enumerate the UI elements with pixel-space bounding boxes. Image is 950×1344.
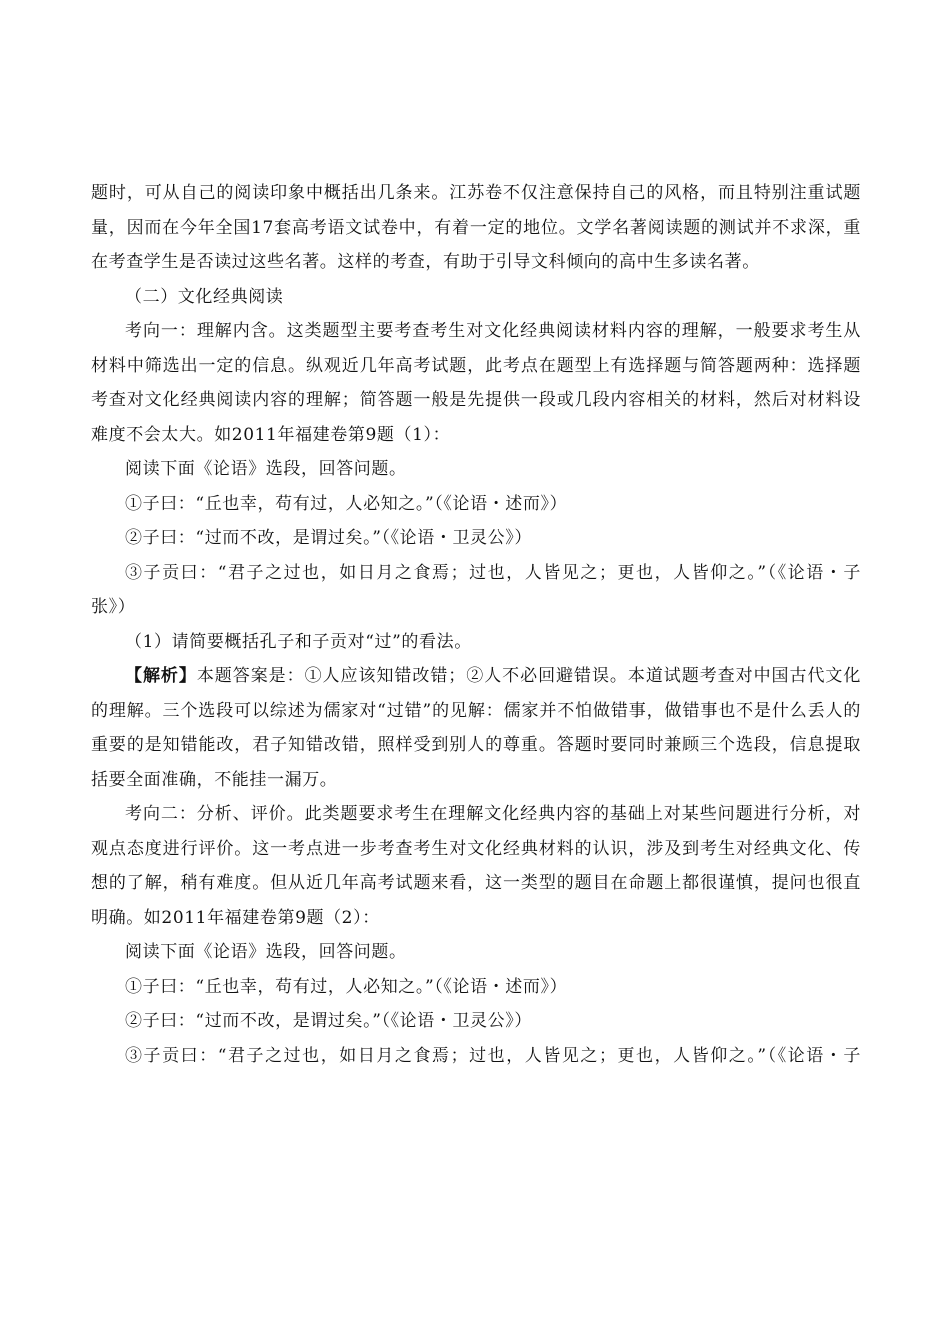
text-line-content: （1）请简要概括孔子和子贡对“过”的看法。 — [125, 631, 472, 652]
text-line-content: 量，因而在今年全国17套高考语文试卷中，有着一定的地位。文学名著阅读题的测试并不求深，重 — [91, 217, 861, 238]
text-line — [91, 280, 861, 315]
text-line — [91, 211, 861, 246]
text-line — [91, 176, 861, 211]
text-line — [91, 901, 861, 936]
text-line-content: 括要全面准确，不能挂一漏万。 — [91, 769, 338, 790]
text-line — [91, 452, 861, 487]
text-line — [91, 1004, 861, 1039]
text-line-content: ①子曰：“丘也幸，苟有过，人必知之。”（《论语・述而》） — [125, 976, 568, 997]
text-line — [91, 590, 861, 625]
text-line-content: ③子贡曰：“君子之过也，如日月之食焉；过也，人皆见之；更也，人皆仰之。”（《论语・子 — [125, 562, 861, 583]
text-line-content: 重要的是知错能改，君子知错改错，照样受到别人的尊重。答题时要同时兼顾三个选段，信息提取 — [91, 735, 861, 755]
text-line-content: ③子贡曰：“君子之过也，如日月之食焉；过也，人皆见之；更也，人皆仰之。”（《论语・子 — [125, 1045, 861, 1066]
text-line — [91, 728, 861, 763]
text-line-content: 考查对文化经典阅读内容的理解；简答题一般是先提供一段或几段内容相关的材料，然后对材料设 — [91, 390, 861, 410]
text-line — [91, 556, 861, 591]
text-line-content: 材料中筛选出一定的信息。纵观近几年高考试题，此考点在题型上有选择题与简答题两种：选择题 — [91, 355, 861, 376]
text-line-content: 观点态度进行评价。这一考点进一步考查考生对文化经典材料的认识，涉及到考生对经典文化、传 — [91, 838, 861, 859]
text-line — [91, 797, 861, 832]
text-line — [91, 245, 861, 280]
text-line — [91, 935, 861, 970]
text-line-content: 阅读下面《论语》选段，回答问题。 — [125, 459, 407, 479]
text-line — [91, 970, 861, 1005]
text-line — [91, 314, 861, 349]
text-line — [91, 487, 861, 522]
text-line-content: 题时，可从自己的阅读印象中概括出几条来。江苏卷不仅注意保持自己的风格，而且特别注重试题 — [91, 183, 861, 203]
text-line-content: 考向一：理解内含。这类题型主要考查考生对文化经典阅读材料内容的理解，一般要求考生从 — [125, 321, 861, 341]
text-line-content: 的理解。三个选段可以综述为儒家对“过错”的见解：儒家并不怕做错事，做错事也不是什么丢人的 — [91, 700, 861, 721]
text-line-content: （二）文化经典阅读 — [125, 286, 284, 307]
text-line-content: ②子曰：“过而不改，是谓过矣。”（《论语・卫灵公》） — [125, 528, 532, 548]
text-line — [91, 1039, 861, 1074]
text-line-content: 想的了解，稍有难度。但从近几年高考试题来看，这一类型的题目在命题上都很谨慎，提问也很直 — [91, 873, 861, 893]
text-line-content: 难度不会太大。如2011年福建卷第9题（1）： — [91, 424, 451, 445]
text-line — [91, 521, 861, 556]
text-line — [91, 349, 861, 384]
document-body — [91, 176, 861, 1073]
text-line-content: ②子曰：“过而不改，是谓过矣。”（《论语・卫灵公》） — [125, 1011, 532, 1031]
text-line — [91, 763, 861, 798]
text-line — [91, 625, 861, 660]
text-line-content: 考向二：分析、评价。此类题要求考生在理解文化经典内容的基础上对某些问题进行分析，对 — [125, 804, 861, 824]
text-line-content: 张》） — [91, 597, 136, 617]
analysis-label: 【解析】 — [125, 666, 197, 686]
text-line-content: 在考查学生是否读过这些名著。这样的考查，有助于引导文科倾向的高中生多读名著。 — [91, 252, 760, 272]
text-line — [91, 418, 861, 453]
text-line — [91, 694, 861, 729]
text-line-content: 本题答案是：①人应该知错改错；②人不必回避错误。本道试题考查对中国古代文化 — [196, 666, 861, 686]
text-line — [91, 659, 861, 694]
text-line — [91, 832, 861, 867]
text-line — [91, 866, 861, 901]
text-line-content: 明确。如2011年福建卷第9题（2）： — [91, 907, 380, 928]
text-line — [91, 383, 861, 418]
text-line-content: ①子曰：“丘也幸，苟有过，人必知之。”（《论语・述而》） — [125, 493, 568, 514]
text-line-content: 阅读下面《论语》选段，回答问题。 — [125, 942, 407, 962]
